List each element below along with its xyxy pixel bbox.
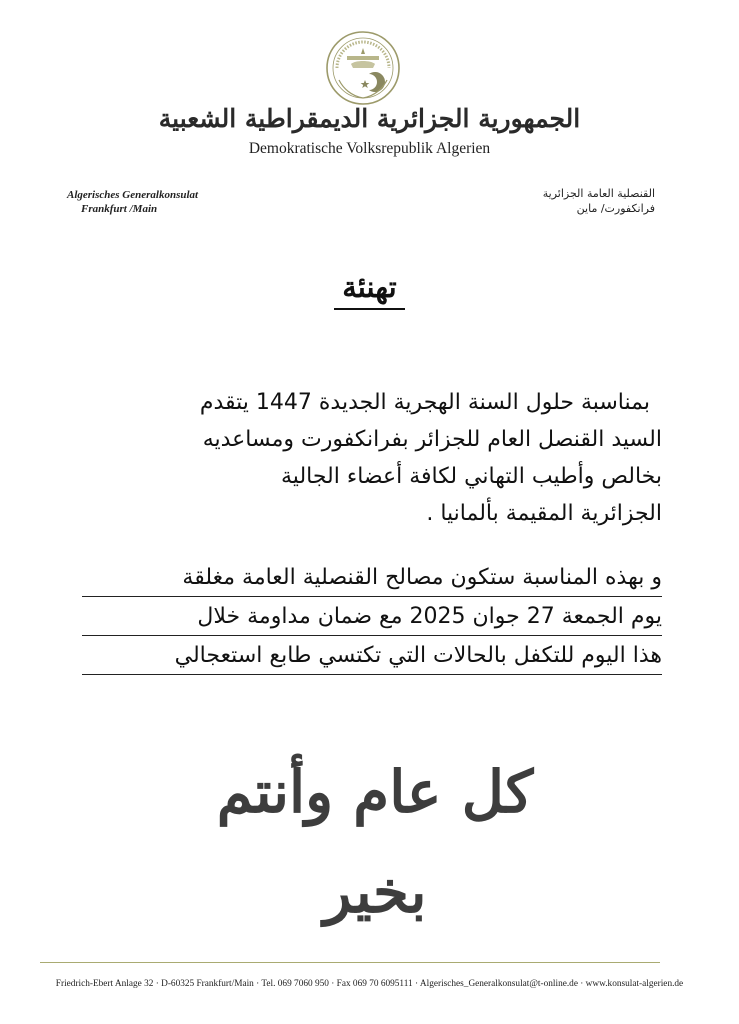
document-title-text: تهنئة [334, 270, 405, 310]
body-line: الجزائرية المقيمة بألمانيا . [426, 501, 662, 526]
closure-notice [82, 560, 662, 677]
body-line: بمناسبة حلول السنة الهجرية الجديدة 1447 يتقدم [199, 390, 650, 415]
sender-block-german [67, 188, 198, 216]
notice-line: و بهذه المناسبة ستكون مصالح القنصلية العامة مغلقة [82, 560, 662, 597]
sender-arabic-line1: القنصلية العامة الجزائرية [542, 187, 655, 200]
footer-divider [40, 962, 660, 963]
header-title-german: Demokratische Volksrepublik Algerien [248, 140, 491, 157]
header-title-arabic: الجمهورية الجزائرية الديمقراطية الشعبية [158, 104, 581, 133]
sender-german-line1: Algerisches Generalkonsulat [67, 189, 199, 201]
body-line: السيد القنصل العام للجزائر بفرانكفورت ومساعديه [202, 427, 662, 452]
footer-contact: Friedrich-Ebert Anlage 32 · D-60325 Frankfurt/Main · Tel. 069 7060 950 · Fax 069 70 6095111 · Algerisches_Generalkonsulat@t-online.de · www.konsulat-algerien.de [55, 979, 684, 989]
sender-arabic-line2: فرانكفورت/ ماين [576, 202, 655, 215]
greeting-calligraphy: كل عام وأنتم بخير [216, 758, 534, 926]
algeria-emblem-icon [325, 30, 401, 106]
document-title [0, 270, 739, 310]
body-line: بخالص وأطيب التهاني لكافة أعضاء الجالية [281, 464, 662, 489]
notice-line: هذا اليوم للتكفل بالحالات التي تكتسي طابع استعجالي [82, 638, 662, 675]
congratulation-paragraph [82, 384, 662, 532]
notice-line: يوم الجمعة 27 جوان 2025 مع ضمان مداومة خلال [82, 599, 662, 636]
sender-german-line2: Frankfurt /Main [81, 203, 158, 215]
sender-block-arabic [543, 186, 655, 216]
